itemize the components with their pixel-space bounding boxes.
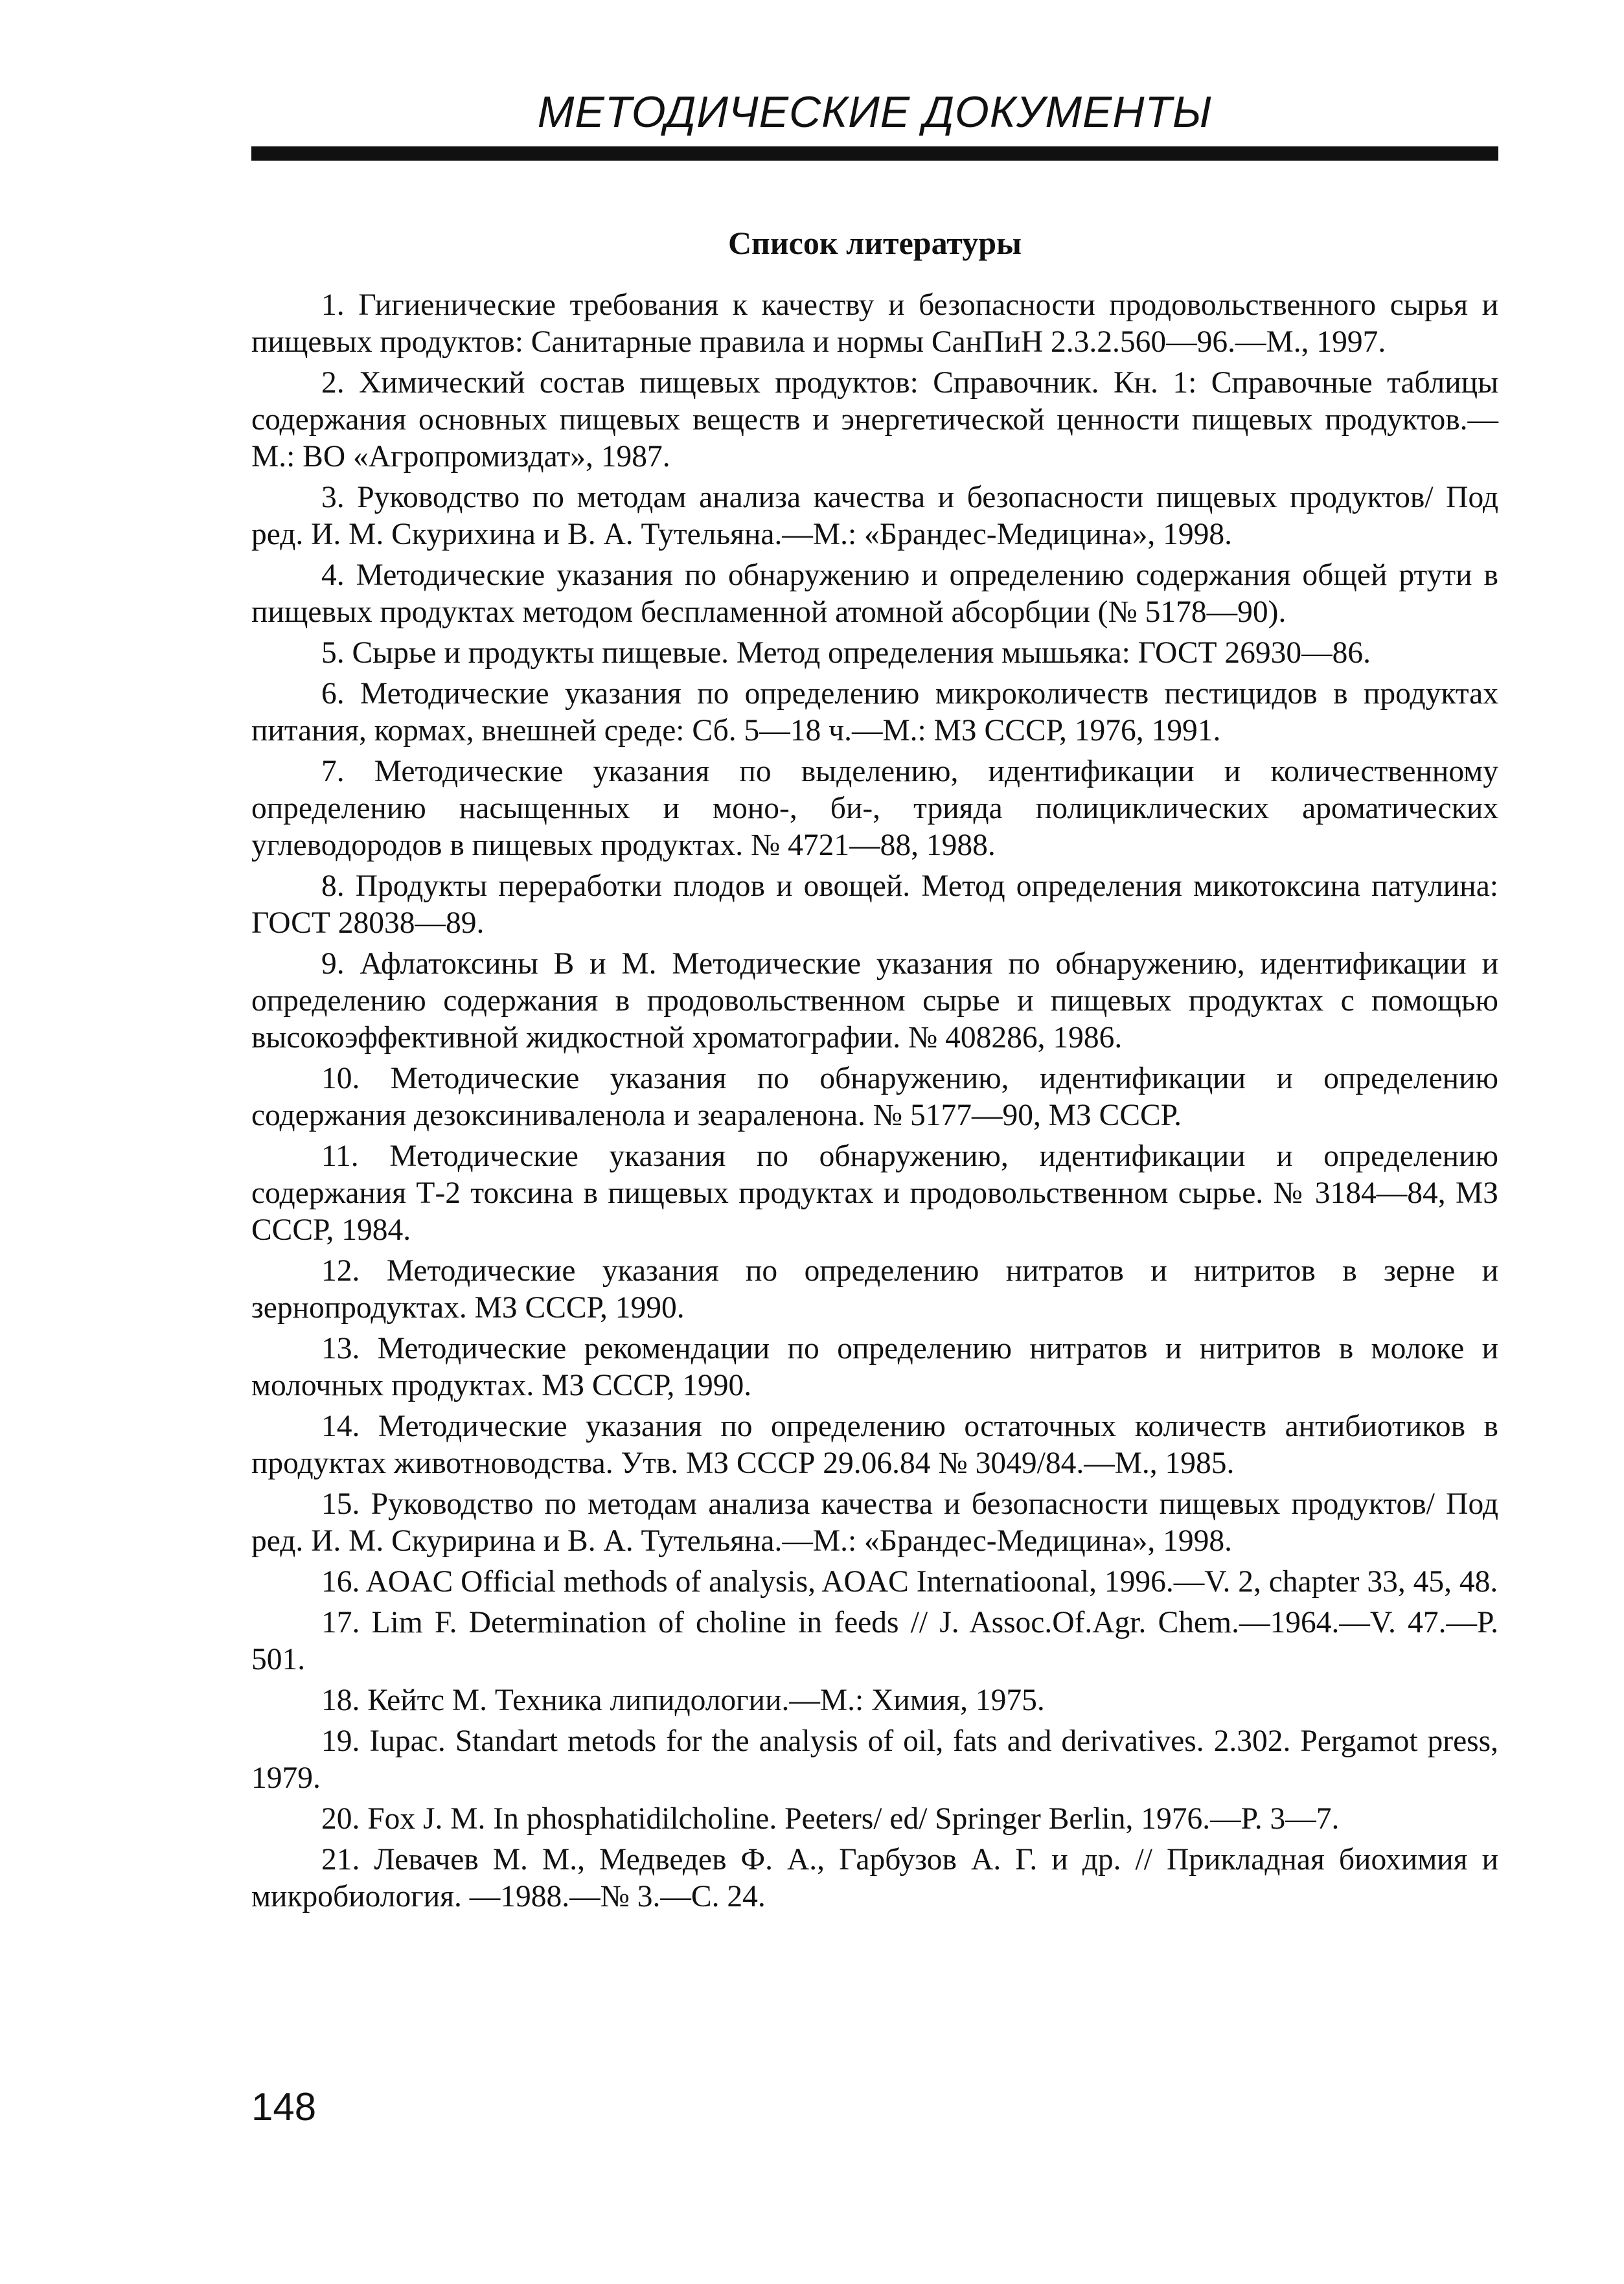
running-header [251,83,1498,174]
reference-item-12: 12. Методические указания по определению нитратов и нитритов в зерне и зернопродуктах. МЗ СССР, 1990. [251,1254,1498,1325]
reference-item-1: 1. Гигиенические требования к качеству и безопасности продовольственного сырья и пищевых продуктов: Санитарные правила и нормы СанПиН 2.3.2.560—96.—М., 1997. [251,288,1498,359]
reference-item-15: 15. Руководство по методам анализа качества и безопасности пищевых продуктов/ Под ред. И. М. Скуририна и В. А. Тутельяна.—М.: «Брандес-Медицина», 1998. [251,1487,1498,1558]
reference-item-7: 7. Методические указания по выделению, идентификации и количественному определению насыщенных и моно-, би-, трияда полициклических ароматических углеводородов в пищевых продуктах. № 4721—88, 1988. [251,755,1498,862]
reference-list [251,287,1498,1915]
reference-item-16: 16. AOAC Official methods of analysis, AOAC Internatioonal, 1996.—V. 2, chapter 33, 45, 48. [321,1565,1498,1599]
reference-item-21: 21. Левачев М. М., Медведев Ф. А., Гарбузов А. Г. и др. // Прикладная биохимия и микробиология. —1988.—№ 3.—С. 24. [251,1843,1498,1913]
reference-item-19: 19. Iupac. Standart metods for the analysis of oil, fats and derivatives. 2.302. Pergamot press, 1979. [251,1724,1498,1795]
reference-item-13: 13. Методические рекомендации по определению нитратов и нитритов в молоке и молочных продуктах. МЗ СССР, 1990. [251,1332,1498,1402]
reference-item-5: 5. Сырье и продукты пищевые. Метод определения мышьяка: ГОСТ 26930—86. [321,636,1371,670]
running-title: МЕТОДИЧЕСКИЕ ДОКУМЕНТЫ [537,87,1213,137]
reference-item-3: 3. Руководство по методам анализа качества и безопасности пищевых продуктов/ Под ред. И. М. Скурихина и В. А. Тутельяна.—М.: «Брандес-Медицина», 1998. [251,481,1498,551]
reference-item-2: 2. Химический состав пищевых продуктов: Справочник. Кн. 1: Справочные таблицы содержания основных пищевых веществ и энергетической ценности пищевых продуктов.—М.: ВО «Агропромиздат», 1987. [251,366,1498,474]
reference-item-9: 9. Афлатоксины В и М. Методические указания по обнаружению, идентификации и определению содержания в продовольственном сырье и пищевых продуктах с помощью высокоэффективной жидкостной хроматографии. № 408286, 1986. [251,947,1498,1055]
reference-item-8: 8. Продукты переработки плодов и овощей. Метод определения микотоксина патулина: ГОСТ 28038—89. [251,869,1498,940]
reference-item-20: 20. Fox J. M. In phosphatidilcholine. Peeters/ ed/ Springer Berlin, 1976.—P. 3—7. [321,1802,1340,1836]
reference-item-18: 18. Кейтс М. Техника липидологии.—М.: Химия, 1975. [321,1684,1045,1717]
reference-item-17: 17. Lim F. Determination of choline in feeds // J. Assoc.Of.Agr. Chem.—1964.—V. 47.—P. 501. [251,1606,1498,1676]
page-number: 148 [251,2085,317,2129]
reference-item-4: 4. Методические указания по обнаружению и определению содержания общей ртути в пищевых продуктах методом беспламенной атомной абсорбции (№ 5178—90). [251,558,1498,629]
references-heading: Список литературы [727,225,1022,261]
page-content [251,223,1498,1919]
reference-item-11: 11. Методические указания по обнаружению, идентификации и определению содержания Т-2 токсина в пищевых продуктах и продовольственном сырье. № 3184—84, МЗ СССР, 1984. [251,1139,1498,1247]
reference-item-14: 14. Методические указания по определению остаточных количеств антибиотиков в продуктах животноводства. Утв. МЗ СССР 29.06.84 № 3049/84.—М., 1985. [251,1410,1498,1480]
header-rule [251,146,1498,161]
reference-item-10: 10. Методические указания по обнаружению, идентификации и определению содержания дезоксиниваленола и зеараленона. № 5177—90, МЗ СССР. [251,1062,1498,1132]
reference-item-6: 6. Методические указания по определению микроколичеств пестицидов в продуктах питания, кормах, внешней среде: Сб. 5—18 ч.—М.: МЗ СССР, 1976, 1991. [251,677,1498,748]
